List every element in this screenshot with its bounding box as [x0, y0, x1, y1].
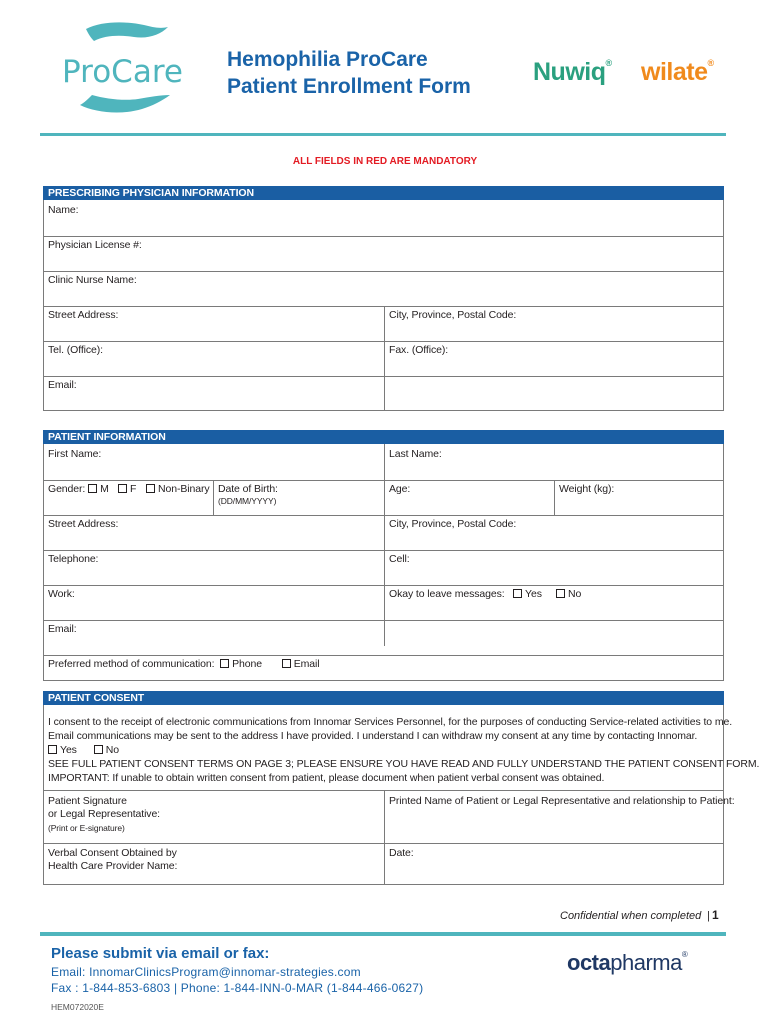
- verbal-consent-label-2[interactable]: Health Care Provider Name:: [48, 860, 178, 872]
- patient-city-field[interactable]: City, Province, Postal Code:: [389, 518, 517, 530]
- nuwiq-text: Nuwiq: [533, 58, 606, 86]
- work-field[interactable]: Work:: [48, 588, 75, 600]
- physician-section-header: PRESCRIBING PHYSICIAN INFORMATION: [43, 186, 724, 200]
- submit-heading: Please submit via email or fax:: [51, 945, 270, 962]
- octapharma-light: pharma: [610, 950, 682, 975]
- consent-section-header: PATIENT CONSENT: [43, 691, 724, 705]
- patient-street-field[interactable]: Street Address:: [48, 518, 119, 530]
- wilate-logo: [641, 58, 714, 87]
- form-code: HEM072020E: [51, 1002, 104, 1012]
- gender-nb-checkbox[interactable]: [146, 484, 155, 493]
- messages-yes-label: Yes: [525, 588, 542, 600]
- signature-label-1: Patient Signature: [48, 795, 127, 807]
- consent-choice-group: [48, 744, 119, 756]
- gender-m-label: M: [100, 483, 109, 495]
- clinic-nurse-field[interactable]: Clinic Nurse Name:: [48, 274, 137, 286]
- messages-group: [389, 588, 581, 600]
- consent-no-checkbox[interactable]: [94, 745, 103, 754]
- physician-street-field[interactable]: Street Address:: [48, 309, 119, 321]
- physician-city-field[interactable]: City, Province, Postal Code:: [389, 309, 517, 321]
- dob-format: (DD/MM/YYYY): [218, 496, 277, 506]
- hands-icon: [56, 15, 186, 120]
- physician-email-field[interactable]: Email:: [48, 379, 77, 391]
- gender-f-checkbox[interactable]: [118, 484, 127, 493]
- age-field[interactable]: Age:: [389, 483, 411, 495]
- messages-no-checkbox[interactable]: [556, 589, 565, 598]
- gender-m-checkbox[interactable]: [88, 484, 97, 493]
- gender-label: Gender:: [48, 483, 86, 495]
- nuwiq-mark-icon: ®: [605, 58, 612, 68]
- title-line-2: Patient Enrollment Form: [227, 75, 471, 98]
- consent-yes-label: Yes: [60, 744, 77, 756]
- confidential-note: Confidential when completed: [560, 910, 702, 922]
- preferred-email-checkbox[interactable]: [282, 659, 291, 668]
- printed-name-field[interactable]: Printed Name of Patient or Legal Representative and relationship to Patient:: [389, 795, 735, 807]
- gender-f-label: F: [130, 483, 137, 495]
- title-line-1: Hemophilia ProCare: [227, 48, 428, 71]
- last-name-field[interactable]: Last Name:: [389, 448, 442, 460]
- consent-date-field[interactable]: Date:: [389, 847, 414, 859]
- preferred-label: Preferred method of communication:: [48, 658, 215, 670]
- physician-fax-field[interactable]: Fax. (Office):: [389, 344, 449, 356]
- messages-no-label: No: [567, 588, 582, 600]
- gender-group: [48, 483, 109, 495]
- wilate-text: wilate: [641, 58, 708, 86]
- signature-label-2[interactable]: or Legal Representative:: [48, 808, 161, 820]
- weight-field[interactable]: Weight (kg):: [559, 483, 615, 495]
- page-separator: |: [707, 910, 710, 922]
- page-title: [227, 46, 471, 100]
- consent-line-4: IMPORTANT: If unable to obtain written consent from patient, please document when patient verbal consent was obtained.: [48, 772, 605, 784]
- nuwiq-logo: [533, 58, 612, 87]
- octapharma-bold: octa: [567, 950, 611, 975]
- preferred-communication-group: [48, 658, 319, 670]
- physician-name-field[interactable]: Name:: [48, 204, 79, 216]
- messages-label: Okay to leave messages:: [389, 588, 505, 600]
- consent-line-1: I consent to the receipt of electronic communications from Innomar Services Personnel, for the purposes of conducting Service-related activities to me.: [48, 716, 733, 728]
- footer-divider: [40, 932, 726, 936]
- submit-email[interactable]: Email: InnomarClinicsProgram@innomar-strategies.com: [51, 965, 361, 979]
- header-divider: [40, 133, 726, 136]
- physician-tel-field[interactable]: Tel. (Office):: [48, 344, 104, 356]
- page-number: 1: [712, 908, 719, 922]
- patient-email-field[interactable]: Email:: [48, 623, 77, 635]
- patient-section-header: PATIENT INFORMATION: [43, 430, 724, 444]
- cell-field[interactable]: Cell:: [389, 553, 410, 565]
- consent-yes-checkbox[interactable]: [48, 745, 57, 754]
- preferred-phone-checkbox[interactable]: [220, 659, 229, 668]
- logo-text: ProCare: [62, 54, 183, 90]
- preferred-email-label: Email: [293, 658, 320, 670]
- physician-license-field[interactable]: Physician License #:: [48, 239, 142, 251]
- verbal-consent-label-1: Verbal Consent Obtained by: [48, 847, 177, 859]
- octapharma-mark-icon: ®: [681, 950, 688, 959]
- telephone-field[interactable]: Telephone:: [48, 553, 99, 565]
- messages-yes-checkbox[interactable]: [513, 589, 522, 598]
- consent-line-3: SEE FULL PATIENT CONSENT TERMS ON PAGE 3; PLEASE ENSURE YOU HAVE READ AND FULLY UNDERSTAND THE PATIENT CONSENT FORM.: [48, 758, 760, 770]
- octapharma-logo: [567, 950, 687, 976]
- consent-no-label: No: [105, 744, 119, 756]
- mandatory-note: ALL FIELDS IN RED ARE MANDATORY: [292, 156, 478, 167]
- gender-nb-label: Non-Binary: [158, 483, 210, 495]
- preferred-phone-label: Phone: [232, 658, 262, 670]
- procare-logo: [56, 15, 186, 120]
- dob-field[interactable]: Date of Birth:: [218, 483, 278, 495]
- submit-fax-phone[interactable]: Fax : 1-844-853-6803 | Phone: 1-844-INN-0-MAR (1-844-466-0627): [51, 981, 424, 995]
- signature-hint: (Print or E-signature): [48, 823, 125, 833]
- consent-line-2: Email communications may be sent to the address I have provided. I understand I can withdraw my consent at any time by contacting Innomar.: [48, 730, 698, 742]
- wilate-mark-icon: ®: [707, 58, 714, 68]
- first-name-field[interactable]: First Name:: [48, 448, 102, 460]
